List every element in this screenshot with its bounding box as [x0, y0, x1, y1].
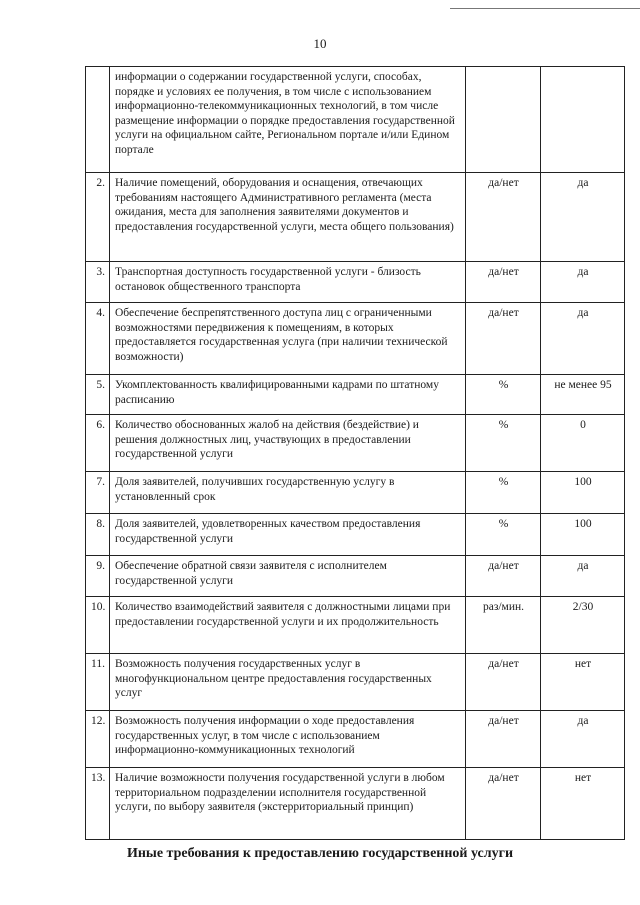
row-description: Количество взаимодействий заявителя с должностными лицами при предоставлении государственной услуги и их продолжительность	[110, 597, 466, 654]
quality-indicators-table	[85, 66, 625, 840]
row-description: Количество обоснованных жалоб на действия (бездействие) и решения должностных лиц, участвующих в предоставлении государственной услуги	[110, 415, 466, 472]
row-description: Обеспечение беспрепятственного доступа лиц с ограниченными возможностями передвижения к помещениям, в которых предоставляется государственная услуга (при наличии технической возможности)	[110, 303, 466, 375]
row-value: 0	[541, 415, 625, 472]
table-row	[86, 415, 625, 472]
row-unit: да/нет	[466, 262, 541, 303]
row-description: Наличие помещений, оборудования и оснащения, отвечающих требованиям настоящего Административного регламента (места ожидания, места для заполнения заявителями документов и предоставления государственной услуги, места общего пользования)	[110, 173, 466, 262]
row-unit: раз/мин.	[466, 597, 541, 654]
row-number: 8.	[86, 514, 110, 556]
row-value: 100	[541, 514, 625, 556]
row-value	[541, 67, 625, 173]
row-value: да	[541, 556, 625, 597]
table-row	[86, 556, 625, 597]
row-number: 13.	[86, 768, 110, 840]
row-unit: да/нет	[466, 654, 541, 711]
row-unit: да/нет	[466, 173, 541, 262]
row-description: Обеспечение обратной связи заявителя с исполнителем государственной услуги	[110, 556, 466, 597]
row-description: Доля заявителей, получивших государственную услугу в установленный срок	[110, 472, 466, 514]
row-number: 4.	[86, 303, 110, 375]
row-unit	[466, 67, 541, 173]
row-description: Наличие возможности получения государственной услуги в любом территориальном подразделении исполнителя государственной услуги, по выбору заявителя (экстерриториальный принцип)	[110, 768, 466, 840]
row-value: да	[541, 173, 625, 262]
row-description: Укомплектованность квалифицированными кадрами по штатному расписанию	[110, 375, 466, 415]
row-unit: %	[466, 415, 541, 472]
row-number: 5.	[86, 375, 110, 415]
table-row	[86, 262, 625, 303]
row-value: 2/30	[541, 597, 625, 654]
row-number: 12.	[86, 711, 110, 768]
row-value: 100	[541, 472, 625, 514]
row-unit: да/нет	[466, 711, 541, 768]
table-row	[86, 768, 625, 840]
row-number: 9.	[86, 556, 110, 597]
row-description: Транспортная доступность государственной услуги - близость остановок общественного транспорта	[110, 262, 466, 303]
section-heading: Иные требования к предоставлению государственной услуги	[126, 846, 514, 861]
table-row	[86, 711, 625, 768]
table-row	[86, 654, 625, 711]
row-value: да	[541, 303, 625, 375]
table-row	[86, 597, 625, 654]
row-unit: %	[466, 375, 541, 415]
row-description: Доля заявителей, удовлетворенных качеством предоставления государственной услуги	[110, 514, 466, 556]
row-value: не менее 95	[541, 375, 625, 415]
table-row	[86, 375, 625, 415]
table-row	[86, 514, 625, 556]
row-number: 6.	[86, 415, 110, 472]
row-number: 11.	[86, 654, 110, 711]
row-number	[86, 67, 110, 173]
row-value: нет	[541, 654, 625, 711]
page-number: 10	[313, 36, 327, 51]
row-unit: да/нет	[466, 556, 541, 597]
row-unit: да/нет	[466, 303, 541, 375]
row-description: информации о содержании государственной услуги, способах, порядке и условиях ее получения, в том числе с использованием информационно-телекоммуникационных технологий, в том числе размещение информации о порядке предоставления государственной услуги на официальном сайте, Региональном портале и/или Едином портале	[110, 67, 466, 173]
page-corner-line	[450, 0, 640, 9]
table-row	[86, 173, 625, 262]
row-number: 2.	[86, 173, 110, 262]
row-value: да	[541, 711, 625, 768]
row-description: Возможность получения государственных услуг в многофункциональном центре предоставления государственных услуг	[110, 654, 466, 711]
row-value: нет	[541, 768, 625, 840]
row-number: 10.	[86, 597, 110, 654]
table-row	[86, 67, 625, 173]
row-unit: %	[466, 514, 541, 556]
row-number: 3.	[86, 262, 110, 303]
row-unit: да/нет	[466, 768, 541, 840]
row-description: Возможность получения информации о ходе предоставления государственных услуг, в том числе с использованием информационно-коммуникационных технологий	[110, 711, 466, 768]
row-value: да	[541, 262, 625, 303]
row-number: 7.	[86, 472, 110, 514]
row-unit: %	[466, 472, 541, 514]
table-row	[86, 472, 625, 514]
table-row	[86, 303, 625, 375]
